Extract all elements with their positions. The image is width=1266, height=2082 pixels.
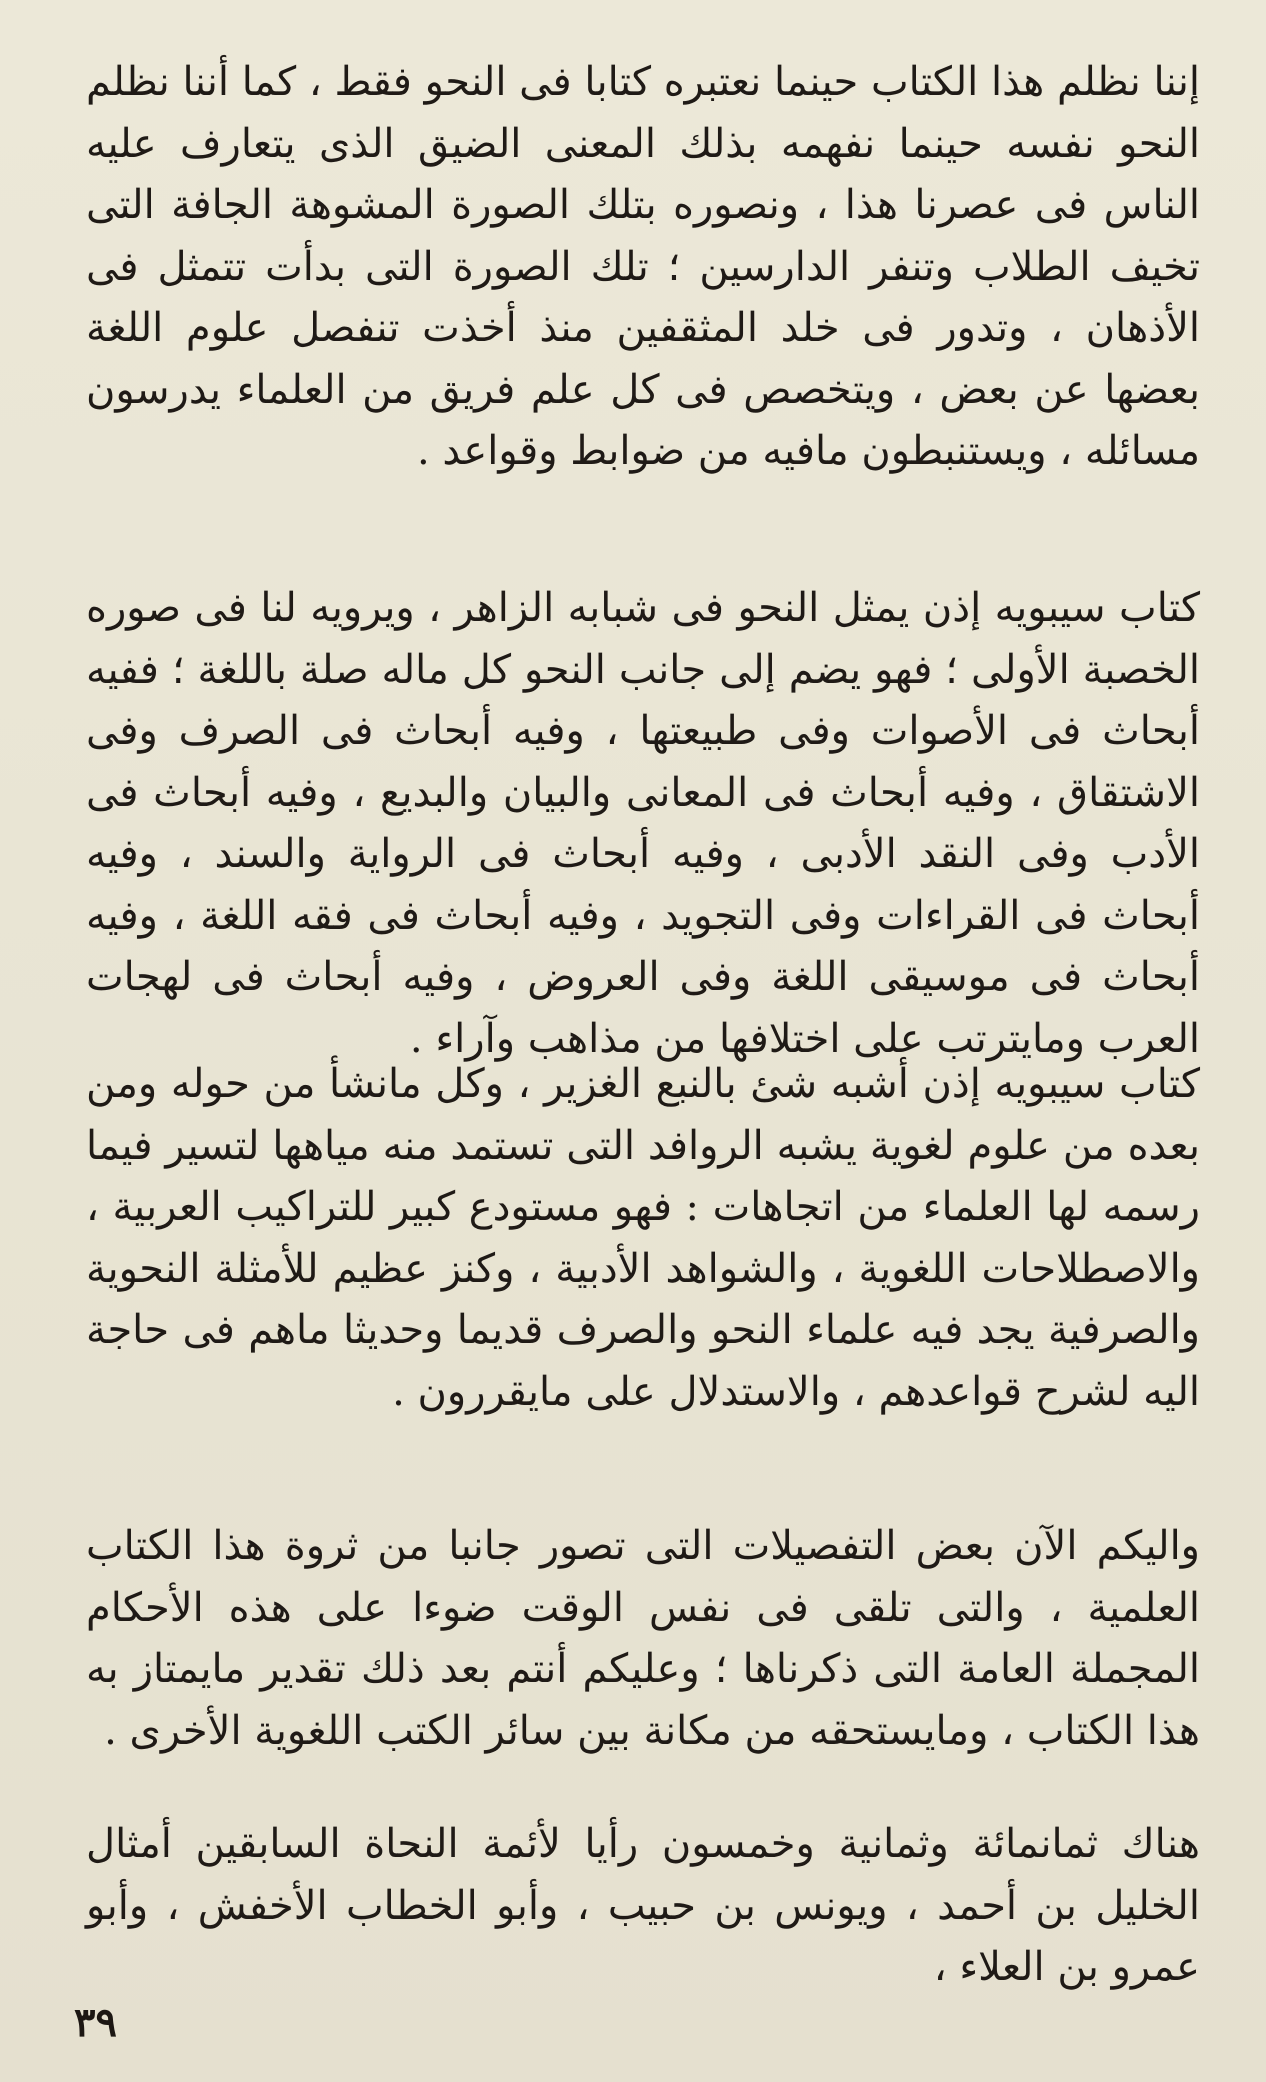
paragraph-5 xyxy=(86,1814,1200,1999)
paragraph-1-text: إننا نظلم هذا الكتاب حينما نعتبره كتابا فى النحو فقط ، كما أننا نظلم النحو نفسه حينما نفهمه بذلك المعنى الضيق الذى يتعارف عليه الناس فى عصرنا هذا ، ونصوره بتلك الصورة المشوهة الجافة التى تخيف الطلاب وتنفر الدارسين ؛ تلك الصورة التى بدأت تتمثل فى الأذهان ، وتدور فى خلد المثقفين منذ أخذت تنفصل علوم اللغة بعضها عن بعض ، ويتخصص فى كل علم فريق من العلماء يدرسون مسائله ، ويستنبطون مافيه من ضوابط وقواعد . xyxy=(86,59,1201,474)
paragraph-3-text: كتاب سيبويه إذن أشبه شئ بالنبع الغزير ، وكل مانشأ من حوله ومن بعده من علوم لغوية يشبه الروافد التى تستمد منه مياهها لتسير فيما رسمه لها العلماء من اتجاهات : فهو مستودع كبير للتراكيب العربية ، والاصطلاحات اللغوية ، والشواهد الأدبية ، وكنز عظيم للأمثلة النحوية والصرفية يجد فيه علماء النحو والصرف قديما وحديثا ماهم فى حاجة اليه لشرح قواعدهم ، والاستدلال على مايقررون . xyxy=(86,1061,1200,1415)
paragraph-4 xyxy=(86,1516,1200,1762)
paragraph-4-text: واليكم الآن بعض التفصيلات التى تصور جانبا من ثروة هذا الكتاب العلمية ، والتى تلقى فى نفس الوقت ضوءا على هذه الأحكام المجملة العامة التى ذكرناها ؛ وعليكم أنتم بعد ذلك تقدير مايمتاز به هذا الكتاب ، ومايستحقه من مكانة بين سائر الكتب اللغوية الأخرى . xyxy=(86,1523,1201,1754)
page-number: ٣٩ xyxy=(74,1999,117,2046)
paragraph-2-text: كتاب سيبويه إذن يمثل النحو فى شبابه الزاهر ، ويرويه لنا فى صوره الخصبة الأولى ؛ فهو يضم إلى جانب النحو كل ماله صلة باللغة ؛ ففيه أبحاث فى الأصوات وفى طبيعتها ، وفيه أبحاث فى الصرف وفى الاشتقاق ، وفيه أبحاث فى المعانى والبيان والبديع ، وفيه أبحاث فى الأدب وفى النقد الأدبى ، وفيه أبحاث فى الرواية والسند ، وفيه أبحاث فى القراءات وفى التجويد ، وفيه أبحاث فى فقه اللغة ، وفيه أبحاث فى موسيقى اللغة وفى العروض ، وفيه أبحاث فى لهجات العرب ومايترتب على اختلافها من مذاهب وآراء . xyxy=(86,585,1201,1062)
paragraph-5-text: هناك ثمانمائة وثمانية وخمسون رأيا لأئمة النحاة السابقين أمثال الخليل بن أحمد ، ويونس بن حبيب ، وأبو الخطاب الأخفش ، وأبو عمرو بن العلاء ، xyxy=(86,1821,1200,1990)
paragraph-2 xyxy=(86,578,1200,1070)
paragraph-1 xyxy=(86,52,1200,483)
paragraph-3 xyxy=(86,1054,1200,1423)
